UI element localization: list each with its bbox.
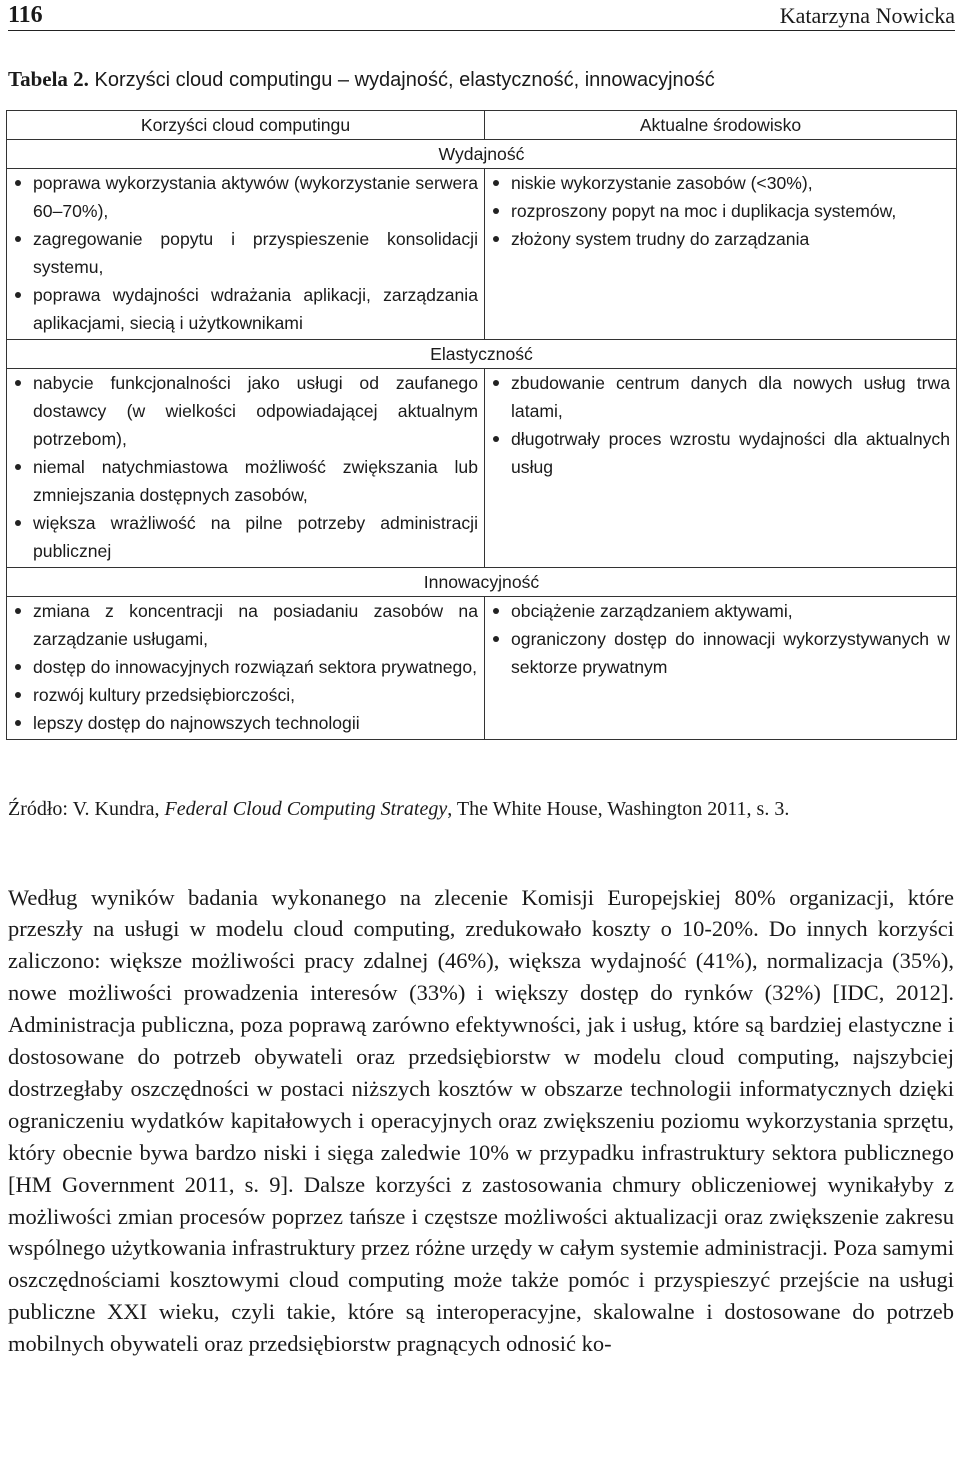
section-row: [7, 340, 957, 369]
section-title-efficiency: Wydajność: [7, 140, 957, 169]
benefits-list: [13, 169, 478, 339]
list-item: poprawa wykorzystania aktywów (wykorzystanie serwera 60–70%),: [13, 169, 478, 225]
list-item: ograniczony dostęp do innowacji wykorzystywanych w sektorze prywatnym: [491, 625, 950, 681]
benefits-cell: [7, 369, 485, 568]
current-environment-list: [491, 597, 950, 683]
table-row: [7, 597, 957, 740]
table-caption: [8, 67, 715, 92]
section-row: [7, 568, 957, 597]
list-item: nabycie funkcjonalności jako usługi od zaufanego dostawcy (w wielkości odpowiadającej aktualnym potrzebom),: [13, 369, 478, 453]
table-row: [7, 169, 957, 340]
section-title-innovation: Innowacyjność: [7, 568, 957, 597]
source-title: Federal Cloud Computing Strategy: [164, 798, 448, 820]
section-title-flexibility: Elastyczność: [7, 340, 957, 369]
list-item: zmiana z koncentracji na posiadaniu zasobów na zarządzanie usługami,: [13, 597, 478, 653]
source-suffix: , The White House, Washington 2011, s. 3.: [447, 798, 790, 820]
benefits-table: [6, 110, 957, 740]
list-item: niskie wykorzystanie zasobów (<30%),: [491, 169, 950, 197]
table-caption-label: Tabela 2.: [8, 67, 89, 91]
list-item: obciążenie zarządzaniem aktywami,: [491, 597, 950, 625]
table-header-row: [7, 111, 957, 140]
page-header: [8, 0, 955, 31]
column-header-benefits: Korzyści cloud computingu: [7, 111, 485, 140]
list-item: złożony system trudny do zarządzania: [491, 225, 950, 253]
list-item: zbudowanie centrum danych dla nowych usług trwa latami,: [491, 369, 950, 425]
current-environment-list: [491, 169, 950, 255]
list-item: poprawa wydajności wdrażania aplikacji, zarządzania aplikacjami, siecią i użytkownikami: [13, 281, 478, 337]
list-item: zagregowanie popytu i przyspieszenie konsolidacji systemu,: [13, 225, 478, 281]
benefits-cell: [7, 597, 485, 740]
section-row: [7, 140, 957, 169]
current-environment-list: [491, 369, 950, 483]
body-paragraph: Według wyników badania wykonanego na zlecenie Komisji Europejskiej 80% organizacji, które przeszły na usługi w modelu cloud computing, zredukowało koszty o 10-20%. Do innych korzyści zaliczono: większe możliwości pracy zdalnej (46%), większa wydajność (41%), normalizacja (35%), nowe możliwości prowadzenia interesów (33%) i większy dostęp do rynków (32%) [IDC, 2012]. Administracja publiczna, poza poprawą zarówno efektywności, jak i usług, które są bardziej elastyczne i dostosowane do potrzeb obywateli oraz przedsiębiorstw w modelu cloud computing, najszybciej dostrzegłaby oszczędności w postaci niższych kosztów w obszarze technologii informatycznych dzięki ograniczeniu wydatków kapitałowych i operacyjnych oraz zwiększeniu poziomu wykorzystania sprzętu, który obecnie bywa bardzo niski i sięga zaledwie 10% w przypadku infrastruktury sektora publicznego [HM Government 2011, s. 9]. Dalsze korzyści z zastosowania chmury obliczeniowej wynikałyby z możliwości zmian procesów poprzez tańsze i częstsze możliwości aktualizacji oraz zwiększenie zakresu wspólnego użytkowania infrastruktury przez różne urzędy w całym systemie administracji. Poza samymi oszczędnościami kosztowymi cloud computing może także pomóc i przyspieszyć przejście na usługi publiczne XXI wieku, czyli takie, które są interoperacyjne, skalowalne i dostosowane do potrzeb mobilnych obywateli oraz przedsiębiorstw pragnących odnosić ko-: [8, 884, 954, 1357]
current-environment-cell: [485, 169, 957, 340]
table-caption-text: Korzyści cloud computingu – wydajność, elastyczność, innowacyjność: [88, 69, 715, 91]
current-environment-cell: [485, 597, 957, 740]
column-header-current-environment: Aktualne środowisko: [485, 111, 957, 140]
list-item: większa wrażliwość na pilne potrzeby administracji publicznej: [13, 509, 478, 565]
source-prefix: Źródło: V. Kundra,: [8, 798, 165, 820]
list-item: dostęp do innowacyjnych rozwiązań sektora prywatnego,: [13, 653, 478, 681]
benefits-cell: [7, 169, 485, 340]
list-item: długotrwały proces wzrostu wydajności dla aktualnych usług: [491, 425, 950, 481]
list-item: rozwój kultury przedsiębiorczości,: [13, 681, 478, 709]
current-environment-cell: [485, 369, 957, 568]
list-item: lepszy dostęp do najnowszych technologii: [13, 709, 478, 737]
benefits-list: [13, 369, 478, 567]
benefits-list: [13, 597, 478, 739]
list-item: rozproszony popyt na moc i duplikacja systemów,: [491, 197, 950, 225]
table-source-note: [8, 798, 789, 821]
table-row: [7, 369, 957, 568]
page-number: 116: [8, 2, 43, 28]
list-item: niemal natychmiastowa możliwość zwiększania lub zmniejszania dostępnych zasobów,: [13, 453, 478, 509]
running-head-author: Katarzyna Nowicka: [779, 3, 955, 28]
